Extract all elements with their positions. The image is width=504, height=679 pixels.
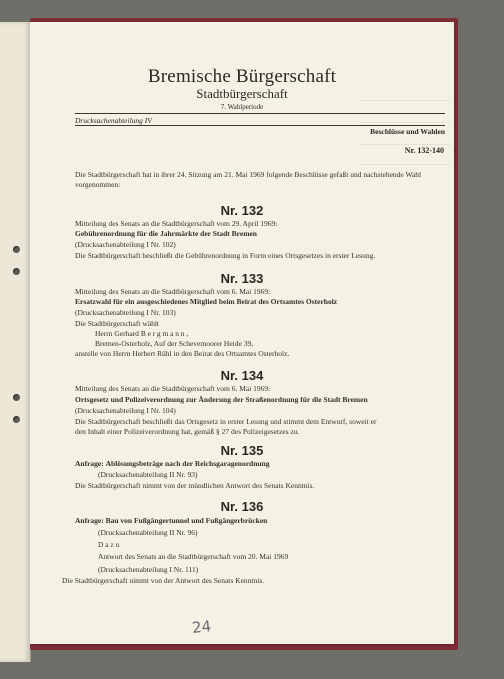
page-subtitle: Stadtbürgerschaft [196,86,288,101]
text-line: (Drucksachenabteilung II Nr. 96) [98,528,198,537]
text-line: (Drucksachenabteilung I Nr. 104) [75,406,176,415]
text-line: Dazu [98,540,122,549]
left-facing-page [0,22,31,662]
text-line: Die Stadtbürgerschaft nimmt von der mündlichen Antwort des Senats Kenntnis. [75,481,315,490]
punch-hole [13,394,20,401]
header-rule [75,125,445,126]
intro-paragraph: Die Stadtbürgerschaft hat in ihrer 24. Sitzung am 21. Mai 1969 folgende Beschlüsse gefaßt und nachstehende Wahl vorgenommen: [75,170,422,189]
text-line: Mitteilung des Senats an die Stadtbürgerschaft vom 6. Mai 1969: [75,384,271,393]
text-line: Die Stadtbürgerschaft nimmt von der Antwort des Senats Kenntnis. [62,576,265,585]
text-line: (Drucksachenabteilung I Nr. 102) [75,240,176,249]
text-line: Bremen-Osterholz, Auf der Schevemoorer Heide 39, [95,339,254,348]
document-page [30,22,454,644]
bleed-through [360,122,450,123]
item-title: Ersatzwahl für ein ausgeschiedenes Mitglied beim Beirat des Ortsamtes Osterholz [75,297,338,306]
bleed-through [360,144,450,145]
section-number: Nr. 135 [220,443,264,458]
section-number: Nr. 136 [220,499,264,514]
punch-hole [13,246,20,253]
section-number: Nr. 134 [220,368,264,383]
text-line: Antwort des Senats an die Stadtbürgerschaft vom 20. Mai 1969 [98,552,289,561]
item-title: Anfrage: Bau von Fußgängertunnel und Fußgängerbrücken [75,516,268,525]
page-title: Bremische Bürgerschaft [147,66,337,87]
text-line: Mitteilung des Senats an die Stadtbürgerschaft vom 6. Mai 1969: [75,287,271,296]
elected-name: Herrn Gerhard Bergmann, [95,329,190,338]
item-title: Anfrage: Ablösungsbeträge nach der Reichsgaragenordnung [75,459,270,468]
text-line: (Drucksachenabteilung I Nr. 103) [75,308,176,317]
number-range: Nr. 132-140 [404,146,444,155]
legislative-period: 7. Wahlperiode [220,103,264,111]
text-line: den Inhalt einer Polizeiverordnung hat, gemäß § 27 des Polizeigesetzes zu. [75,427,300,436]
text-line: (Drucksachenabteilung I Nr. 111) [98,565,199,574]
category-label: Beschlüsse und Wahlen [370,127,445,136]
text-line: (Drucksachenabteilung II Nr. 93) [98,470,198,479]
text-line: Die Stadtbürgerschaft beschließt das Ortsgesetz in erster Lesung und stimmt dem Entwurf, soweit er [75,417,377,426]
text-line: anstelle von Herrn Herbert Rühl in den Beirat des Ortsamtes Osterholz. [75,349,290,358]
punch-hole [13,268,20,275]
header-rule [75,113,445,114]
department-label: Drucksachenabteilung IV [75,116,152,125]
item-title: Ortsgesetz und Polizeiverordnung zur Änderung der Straßenordnung für die Stadt Bremen [75,395,368,404]
item-title: Gebührenordnung für die Jahrmärkte der Stadt Bremen [75,229,257,238]
handwritten-page-number: 24 [191,617,212,637]
punch-hole [13,416,20,423]
bleed-through [360,164,450,165]
section-number: Nr. 133 [220,271,264,286]
section-number: Nr. 132 [220,203,264,218]
text-line: Die Stadtbürgerschaft wählt [75,319,160,328]
text-line: Die Stadtbürgerschaft beschließt die Gebührenordnung in Form eines Ortsgesetzes in erster Lesung. [75,251,376,260]
text-line: Mitteilung des Senats an die Stadtbürgerschaft vom 29. April 1969: [75,219,278,228]
